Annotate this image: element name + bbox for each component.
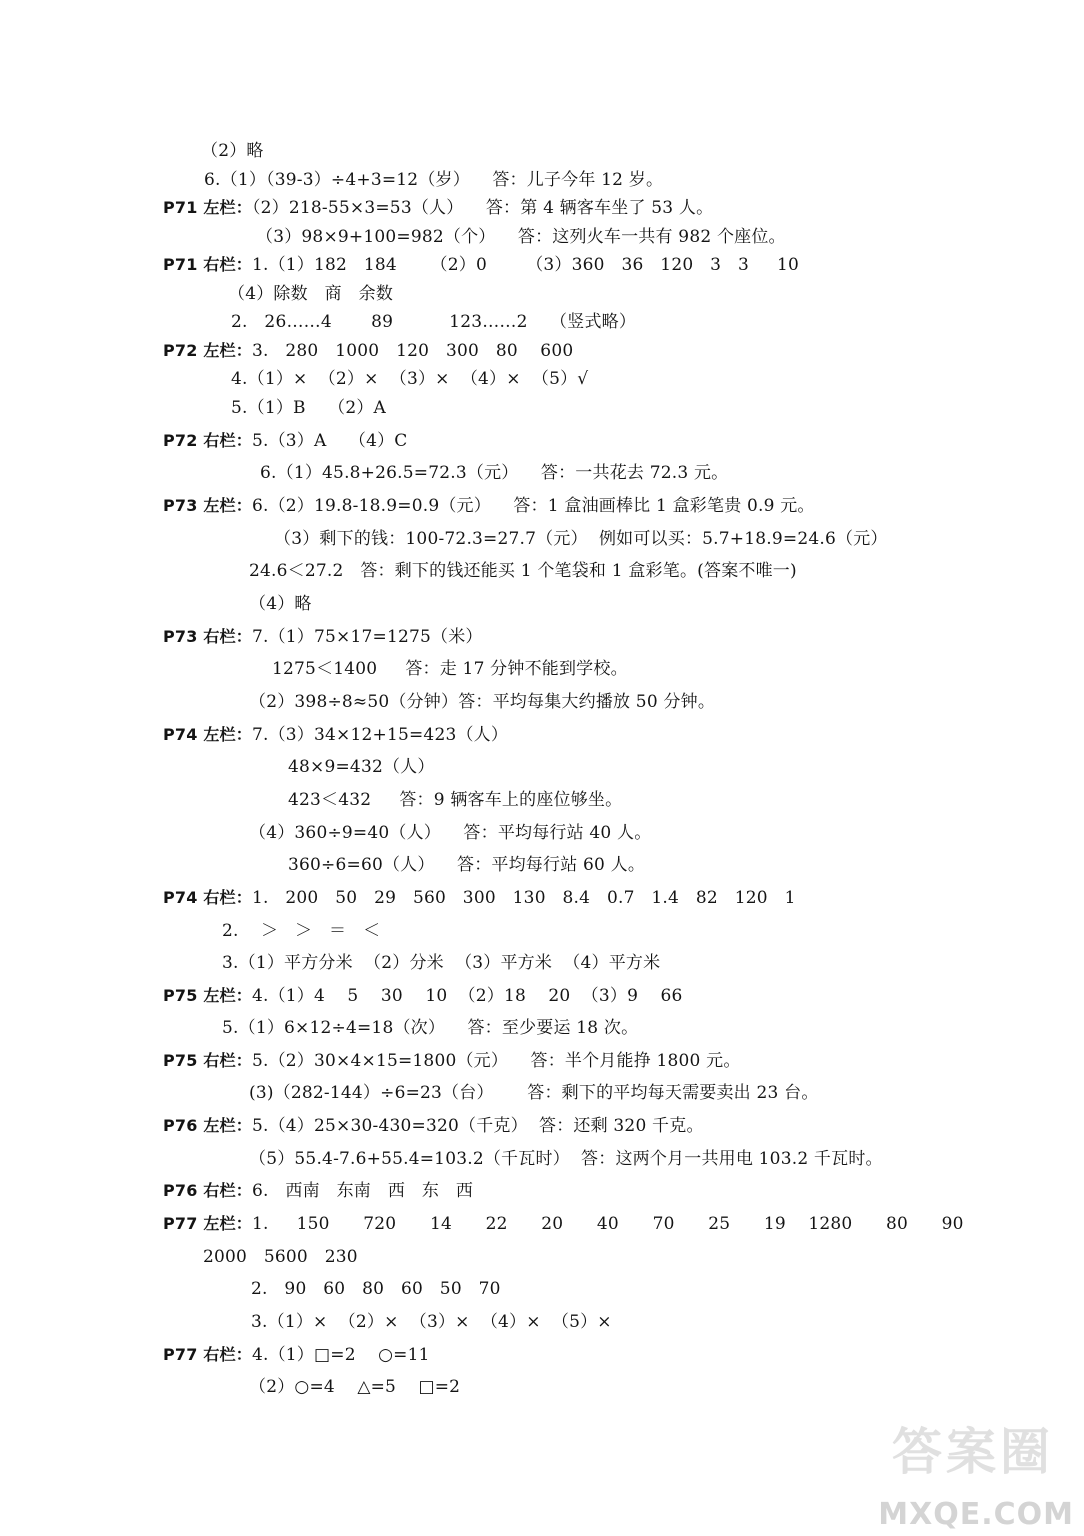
answer-text: 7.（1）75×17=1275（米）	[251, 627, 483, 647]
answer-line	[163, 340, 573, 362]
answer-line	[272, 658, 628, 680]
answer-text: 4.（1）× （2）× （3）× （4）× （5）√	[231, 369, 589, 389]
answer-text: 1. 150 720 14 22 20 40 70 25 19 1280 80 90	[251, 1214, 964, 1234]
answer-text: 2. 26……4 89 123……2 （竖式略）	[231, 312, 637, 332]
answer-text: 6.（2）19.8-18.9=0.9（元） 答：1 盒油画棒比 1 盒彩笔贵 0.9 元。	[251, 496, 815, 516]
answer-line	[231, 368, 588, 390]
answer-text: 360÷6=60（人） 答：平均每行站 60 人。	[288, 855, 646, 875]
answer-line	[163, 1344, 430, 1366]
answer-line	[249, 1148, 883, 1170]
answer-text: （3）剩下的钱：100-72.3=27.7（元） 例如可以买：5.7+18.9=24.6（元）	[274, 529, 888, 549]
column-tag: P71 右栏：	[163, 255, 252, 274]
answer-text: 1. 200 50 29 560 300 130 8.4 0.7 1.4 82 120 1	[251, 888, 796, 908]
column-tag: P74 右栏：	[163, 888, 252, 907]
answer-text: 5.（1）6×12÷4=18（次） 答：至少要运 18 次。	[222, 1018, 639, 1038]
answer-text: （2）○=4 △=5 □=2	[249, 1377, 461, 1397]
answer-text: （2）398÷8≈50（分钟）答：平均每集大约播放 50 分钟。	[249, 692, 716, 712]
answer-line	[249, 593, 312, 615]
answer-line	[249, 1082, 819, 1104]
answer-text: (3)（282-144）÷6=23（台） 答：剩下的平均每天需要卖出 23 台。	[249, 1083, 819, 1103]
answer-text: 3. 280 1000 120 300 80 600	[251, 341, 574, 361]
column-tag: P72 右栏：	[163, 431, 252, 450]
answer-line	[163, 985, 683, 1007]
answer-line	[163, 197, 713, 219]
answer-text: 5.（4）25×30-430=320（千克） 答：还剩 320 千克。	[251, 1116, 704, 1136]
answer-line	[249, 560, 797, 582]
column-tag: P77 右栏：	[163, 1345, 252, 1364]
answer-line	[231, 397, 386, 419]
answer-text: 423＜432 答：9 辆客车上的座位够坐。	[288, 790, 623, 810]
answer-line	[256, 226, 786, 248]
answer-line	[222, 1017, 638, 1039]
column-tag: P77 左栏：	[163, 1214, 252, 1233]
answer-line	[222, 952, 660, 974]
answer-line	[163, 495, 815, 517]
answer-line	[163, 1115, 704, 1137]
answer-line	[274, 528, 888, 550]
answer-text: 4.（1）□=2 ○=11	[251, 1345, 430, 1365]
answer-line	[163, 430, 408, 452]
answer-text: （3）98×9+100=982（个） 答：这列火车一共有 982 个座位。	[256, 227, 786, 247]
site-watermark	[878, 1412, 1074, 1532]
answer-text: 1.（1）182 184 （2）0 （3）360 36 120 3 3 10	[251, 255, 800, 275]
answer-text: 1275＜1400 答：走 17 分钟不能到学校。	[272, 659, 628, 679]
answer-line	[203, 1246, 358, 1268]
answer-text: （4）略	[249, 594, 312, 614]
answer-text: 4.（1）4 5 30 10 （2）18 20 （3）9 66	[251, 986, 683, 1006]
answer-line	[163, 626, 483, 648]
answer-text: 3.（1）平方分米 （2）分米 （3）平方米 （4）平方米	[222, 953, 661, 973]
answer-text: 6.（1）（39-3）÷4+3=12（岁） 答：儿子今年 12 岁。	[204, 170, 664, 190]
answer-line	[231, 311, 636, 333]
watermark-url-text: MXQE.COM	[878, 1497, 1074, 1532]
answer-text: 48×9=432（人）	[288, 757, 435, 777]
column-tag: P72 左栏：	[163, 341, 252, 360]
answer-line	[251, 1311, 612, 1333]
answer-text: 5.（3）A （4）C	[251, 431, 408, 451]
answer-line	[163, 887, 796, 909]
answer-line	[251, 1278, 501, 1300]
answer-line	[163, 254, 799, 276]
answer-line	[249, 691, 715, 713]
answer-text: 2000 5600 230	[203, 1247, 358, 1267]
column-tag: P73 右栏：	[163, 627, 252, 646]
answer-line	[288, 756, 435, 778]
column-tag: P71 左栏：	[163, 198, 252, 217]
answer-line	[228, 283, 393, 305]
answer-line	[201, 140, 264, 162]
answer-text: 5.（2）30×4×15=1800（元） 答：半个月能挣 1800 元。	[251, 1051, 741, 1071]
answer-text: 24.6＜27.2 答：剩下的钱还能买 1 个笔袋和 1 盒彩笔。(答案不唯一)	[249, 561, 797, 581]
column-tag: P76 左栏：	[163, 1116, 252, 1135]
answer-text: 3.（1）× （2）× （3）× （4）× （5）×	[251, 1312, 612, 1332]
answer-line	[222, 920, 380, 942]
answer-line	[249, 822, 651, 844]
answer-text: 2. 90 60 80 60 50 70	[251, 1279, 501, 1299]
answer-text: （4）除数 商 余数	[228, 284, 394, 304]
answer-text: 7.（3）34×12+15=423（人）	[251, 725, 509, 745]
answer-text: （2）218-55×3=53（人） 答：第 4 辆客车坐了 53 人。	[251, 198, 714, 218]
answer-text: 6.（1）45.8+26.5=72.3（元） 答：一共花去 72.3 元。	[260, 463, 729, 483]
answer-line	[163, 1213, 964, 1235]
answer-line	[288, 789, 622, 811]
answer-line	[260, 462, 728, 484]
column-tag: P75 左栏：	[163, 986, 252, 1005]
answer-text: （2）略	[201, 141, 264, 161]
watermark-logo-text: 答案圈	[892, 1423, 1054, 1481]
answer-text: （4）360÷9=40（人） 答：平均每行站 40 人。	[249, 823, 652, 843]
answer-text: 2. ＞ ＞ ＝ ＜	[222, 921, 381, 941]
answer-line	[204, 169, 663, 191]
column-tag: P74 左栏：	[163, 725, 252, 744]
answer-text: （5）55.4-7.6+55.4=103.2（千瓦时） 答：这两个月一共用电 103.2 千瓦时。	[249, 1149, 883, 1169]
column-tag: P73 左栏：	[163, 496, 252, 515]
answer-line	[163, 1050, 741, 1072]
answer-line	[163, 724, 508, 746]
column-tag: P75 右栏：	[163, 1051, 252, 1070]
answer-text: 6. 西南 东南 西 东 西	[251, 1181, 474, 1201]
answer-line	[163, 1180, 473, 1202]
answer-line	[249, 1376, 460, 1398]
answer-text: 5.（1）B （2）A	[231, 398, 387, 418]
column-tag: P76 右栏：	[163, 1181, 252, 1200]
answer-line	[288, 854, 645, 876]
